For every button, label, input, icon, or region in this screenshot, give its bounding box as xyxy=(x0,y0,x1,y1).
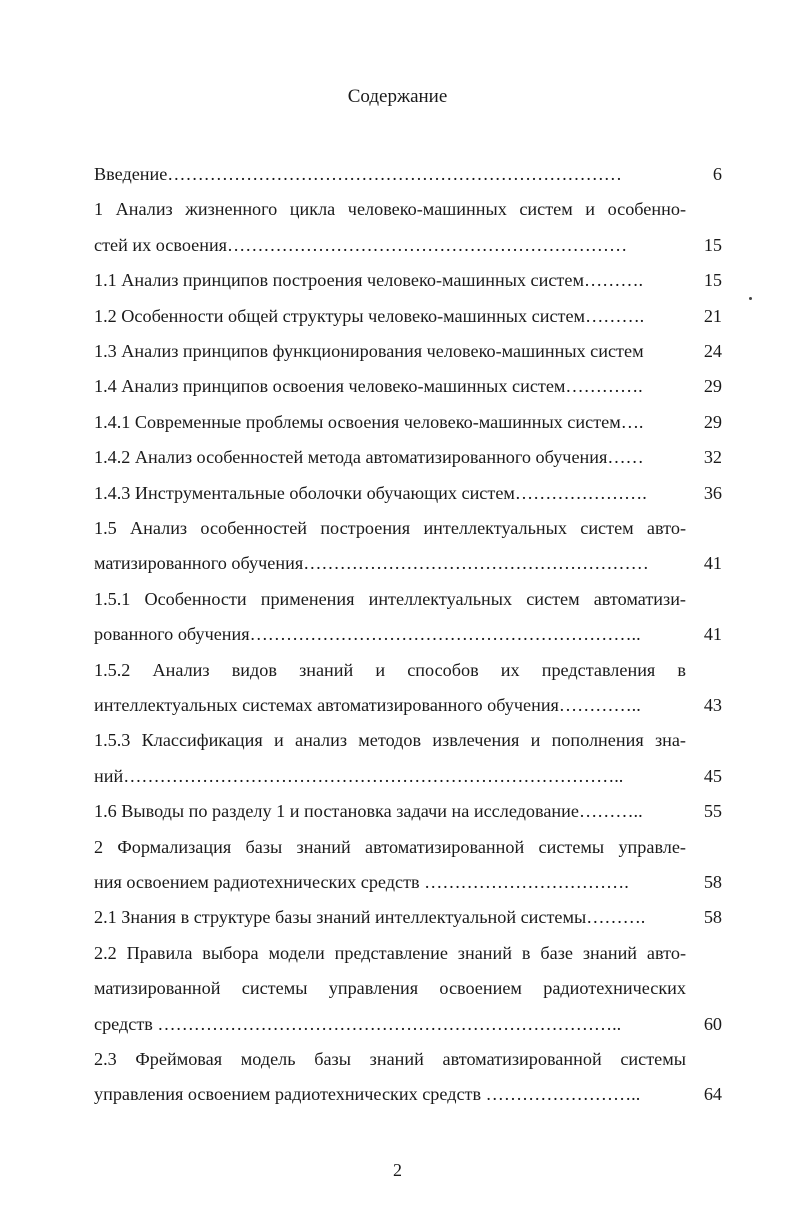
toc-entry-line: 1.3 Анализ принципов функционирования человеко-машинных систем xyxy=(94,341,644,361)
toc-entry-page: 29 xyxy=(703,412,722,432)
toc-entry-page: 29 xyxy=(703,376,722,396)
toc-entry-line: 2.1 Знания в структуре базы знаний интеллектуальной системы………. xyxy=(94,907,646,927)
toc-entry-page: 24 xyxy=(703,341,722,361)
toc-entry-line: стей их освоения………………………………………………………… xyxy=(94,235,628,255)
toc-title: Содержание xyxy=(347,86,448,107)
toc-entry-page: 43 xyxy=(703,695,722,715)
toc-entry-line: ний……………………………………………………………………….. xyxy=(94,766,624,786)
toc-entry-page: 6 xyxy=(712,164,722,184)
toc-entry-page: 41 xyxy=(703,553,722,573)
toc-entry-line: 1.5.1 Особенности применения интеллектуальных систем автоматизи- xyxy=(94,589,686,609)
toc-entry-line: матизированного обучения………………………………………………… xyxy=(94,553,649,573)
toc-entry-line: 1.4.1 Современные проблемы освоения человеко-машинных систем…. xyxy=(94,412,644,432)
toc-entry-line: 2.2 Правила выбора модели представление знаний в базе знаний авто- xyxy=(94,943,686,963)
toc-entry-line: 1.2 Особенности общей структуры человеко-машинных систем………. xyxy=(94,306,645,326)
toc-entry-line: 1.4.2 Анализ особенностей метода автоматизированного обучения…… xyxy=(94,447,644,467)
toc-entry-page: 15 xyxy=(703,270,722,290)
toc-entry-line: 2.3 Фреймовая модель базы знаний автоматизированной системы xyxy=(94,1049,686,1069)
toc-entry-line: 1.4 Анализ принципов освоения человеко-машинных систем…………. xyxy=(94,376,643,396)
toc-entry-line: ния освоением радиотехнических средств ……………………………. xyxy=(94,872,629,892)
toc-entry-line: Введение………………………………………………………………… xyxy=(94,164,622,184)
toc-entry-page: 15 xyxy=(703,235,722,255)
toc-entry-page: 64 xyxy=(703,1084,722,1104)
toc-entry-page: 45 xyxy=(703,766,722,786)
toc-entry-page: 32 xyxy=(703,447,722,467)
toc-entry-line: 1.5.2 Анализ видов знаний и способов их представления в xyxy=(94,660,686,680)
toc-entry-line: матизированной системы управления освоением радиотехнических xyxy=(94,978,686,998)
toc-entry-page: 55 xyxy=(703,801,722,821)
toc-entry-line: 1.4.3 Инструментальные оболочки обучающих систем…………………. xyxy=(94,483,647,503)
toc-entry-page: 58 xyxy=(703,907,722,927)
toc-entry-page: 21 xyxy=(703,306,722,326)
toc-entry-line: рованного обучения……………………………………………………….. xyxy=(94,624,641,644)
toc-entry-line: 1.5 Анализ особенностей построения интеллектуальных систем авто- xyxy=(94,518,686,538)
toc-entry-page: 41 xyxy=(703,624,722,644)
toc-entry-line: средств ………………………………………………………………….. xyxy=(94,1014,622,1034)
toc-entry-page: 60 xyxy=(703,1014,722,1034)
toc-entry-line: 1 Анализ жизненного цикла человеко-машинных систем и особенно- xyxy=(94,199,686,219)
toc-entry-line: 2 Формализация базы знаний автоматизированной системы управле- xyxy=(94,837,686,857)
toc-entry-page: 58 xyxy=(703,872,722,892)
toc-entry-line: 1.6 Выводы по разделу 1 и постановка задачи на исследование……….. xyxy=(94,801,643,821)
toc-entry-page: 36 xyxy=(703,483,722,503)
toc-entry-line: 1.1 Анализ принципов построения человеко-машинных систем………. xyxy=(94,270,644,290)
toc-entry-line: 1.5.3 Классификация и анализ методов извлечения и пополнения зна- xyxy=(94,730,686,750)
page-number: 2 xyxy=(393,1160,402,1180)
toc-entry-line: интеллектуальных системах автоматизированного обучения………….. xyxy=(94,695,641,715)
scan-speck xyxy=(749,297,752,300)
toc-entry-line: управления освоением радиотехнических средств …………………….. xyxy=(94,1084,641,1104)
